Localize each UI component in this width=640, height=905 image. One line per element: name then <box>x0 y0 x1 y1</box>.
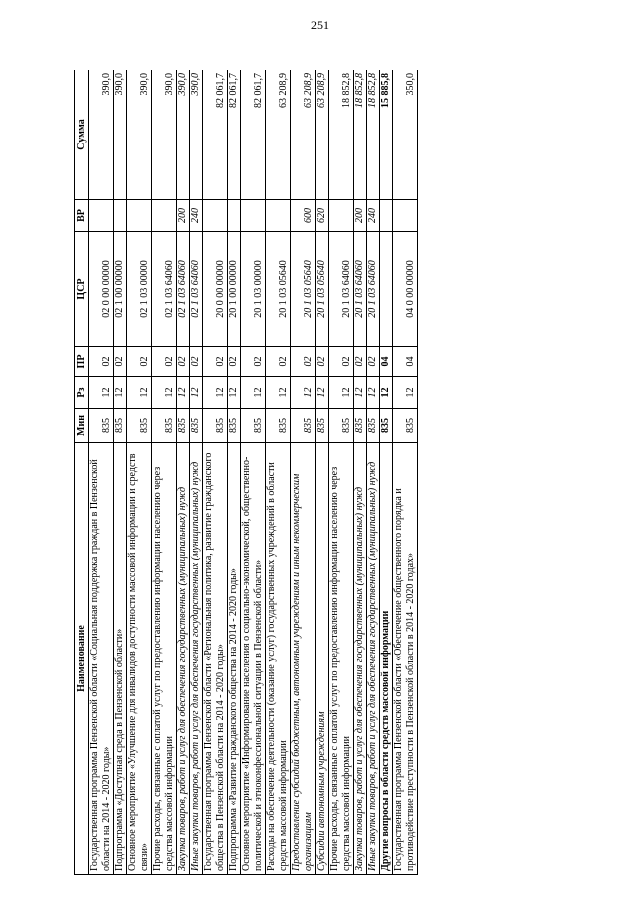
cell-rz: 12 <box>329 377 354 409</box>
cell-pr: 02 <box>291 347 316 377</box>
table-row <box>152 70 177 875</box>
cell-pr: 02 <box>316 347 329 377</box>
table-row <box>241 70 266 875</box>
cell-sum: 390,0 <box>152 70 177 200</box>
cell-name: Основное мероприятие «Улучшение для инвалидов доступности массовой информации и средств связи» <box>127 443 152 875</box>
cell-sum: 390,0 <box>114 70 127 200</box>
cell-sum: 15 885,8 <box>380 70 393 200</box>
rotated-table-area <box>74 70 589 875</box>
table-row <box>127 70 152 875</box>
header-min: Мин <box>75 409 89 443</box>
cell-sum: 63 208,9 <box>291 70 316 200</box>
cell-pr: 02 <box>127 347 152 377</box>
table-row <box>228 70 241 875</box>
cell-csr: 20 1 03 64060 <box>367 232 380 347</box>
cell-sum: 82 061,7 <box>241 70 266 200</box>
cell-rz: 12 <box>228 377 241 409</box>
table-row <box>190 70 203 875</box>
cell-rz: 12 <box>266 377 291 409</box>
budget-table <box>74 70 418 875</box>
cell-pr: 02 <box>329 347 354 377</box>
table-container <box>74 70 589 875</box>
header-vr: ВР <box>75 200 89 232</box>
cell-min: 835 <box>266 409 291 443</box>
cell-name: Иные закупки товаров, работ и услуг для обеспечения государственных (муниципальных) нужд <box>367 443 380 875</box>
cell-vr <box>114 200 127 232</box>
cell-name: Государственная программа Пензенской области «Региональная политика, развитие гражданского общества в Пензенской области на 2014 - 2020 годы» <box>203 443 228 875</box>
cell-rz: 12 <box>190 377 203 409</box>
table-row <box>354 70 367 875</box>
cell-pr: 04 <box>380 347 393 377</box>
table-row <box>380 70 393 875</box>
cell-name: Подпрограмма «Развитие гражданского общества на 2014 - 2020 годы» <box>228 443 241 875</box>
cell-csr: 02 1 03 00000 <box>127 232 152 347</box>
cell-csr: 04 0 00 00000 <box>393 232 418 347</box>
cell-name: Закупка товаров, работ и услуг для обеспечения государственных (муниципальных) нужд <box>354 443 367 875</box>
cell-csr <box>380 232 393 347</box>
cell-vr <box>266 200 291 232</box>
header-sum: Сумма <box>75 70 89 200</box>
cell-sum: 18 852,8 <box>329 70 354 200</box>
cell-csr: 02 0 00 00000 <box>89 232 114 347</box>
cell-csr: 20 0 00 00000 <box>203 232 228 347</box>
cell-name: Иные закупки товаров, работ и услуг для обеспечения государственных (муниципальных) нужд <box>190 443 203 875</box>
cell-min: 835 <box>316 409 329 443</box>
header-pr: ПР <box>75 347 89 377</box>
cell-name: Другие вопросы в области средств массовой информации <box>380 443 393 875</box>
cell-min: 835 <box>367 409 380 443</box>
cell-pr: 02 <box>152 347 177 377</box>
cell-pr: 04 <box>393 347 418 377</box>
cell-min: 835 <box>354 409 367 443</box>
table-header-row <box>75 70 89 875</box>
cell-vr <box>152 200 177 232</box>
cell-sum: 63 208,9 <box>316 70 329 200</box>
cell-min: 835 <box>203 409 228 443</box>
cell-rz: 12 <box>316 377 329 409</box>
cell-rz: 12 <box>127 377 152 409</box>
cell-vr: 200 <box>177 200 190 232</box>
cell-rz: 12 <box>241 377 266 409</box>
cell-vr <box>89 200 114 232</box>
table-row <box>89 70 114 875</box>
cell-sum: 82 061,7 <box>203 70 228 200</box>
cell-rz: 12 <box>89 377 114 409</box>
cell-vr: 240 <box>367 200 380 232</box>
table-row <box>367 70 380 875</box>
table-row <box>177 70 190 875</box>
cell-pr: 02 <box>114 347 127 377</box>
table-row <box>316 70 329 875</box>
cell-min: 835 <box>380 409 393 443</box>
cell-min: 835 <box>291 409 316 443</box>
cell-csr: 20 1 03 64060 <box>329 232 354 347</box>
cell-rz: 12 <box>177 377 190 409</box>
cell-vr: 600 <box>291 200 316 232</box>
cell-rz: 12 <box>114 377 127 409</box>
cell-name: Субсидии автономным учреждениям <box>316 443 329 875</box>
cell-csr: 20 1 03 05640 <box>291 232 316 347</box>
cell-rz: 12 <box>354 377 367 409</box>
table-row <box>393 70 418 875</box>
cell-name: Прочие расходы, связанные с оплатой услуг по предоставлению информации населению через средства массовой информации <box>152 443 177 875</box>
cell-csr: 02 1 03 64060 <box>152 232 177 347</box>
table-body <box>89 70 418 875</box>
cell-sum: 63 208,9 <box>266 70 291 200</box>
cell-sum: 18 852,8 <box>354 70 367 200</box>
cell-csr: 20 1 03 00000 <box>241 232 266 347</box>
header-rz: Рз <box>75 377 89 409</box>
cell-name: Закупка товаров, работ и услуг для обеспечения государственных (муниципальных) нужд <box>177 443 190 875</box>
cell-pr: 02 <box>241 347 266 377</box>
page-number: 251 <box>311 18 329 32</box>
cell-name: Основное мероприятие «Информирование населения о социально-экономической, общественно-политической и этноконфессиональной ситуации в Пензенской области» <box>241 443 266 875</box>
cell-min: 835 <box>127 409 152 443</box>
cell-name: Прочие расходы, связанные с оплатой услуг по предоставлению информации населению через средства массовой информации <box>329 443 354 875</box>
cell-vr <box>127 200 152 232</box>
cell-vr <box>393 200 418 232</box>
cell-sum: 350,0 <box>393 70 418 200</box>
cell-pr: 02 <box>354 347 367 377</box>
cell-vr <box>241 200 266 232</box>
cell-name: Государственная программа Пензенской области «Социальная поддержка граждан в Пензенской области на 2014 - 2020 годы» <box>89 443 114 875</box>
cell-vr <box>380 200 393 232</box>
cell-rz: 12 <box>380 377 393 409</box>
cell-pr: 02 <box>177 347 190 377</box>
cell-vr <box>203 200 228 232</box>
cell-min: 835 <box>228 409 241 443</box>
cell-name: Подпрограмма «Доступная среда в Пензенской области» <box>114 443 127 875</box>
cell-min: 835 <box>190 409 203 443</box>
cell-vr <box>228 200 241 232</box>
cell-rz: 12 <box>393 377 418 409</box>
cell-sum: 390,0 <box>177 70 190 200</box>
cell-min: 835 <box>89 409 114 443</box>
cell-vr: 200 <box>354 200 367 232</box>
table-row <box>203 70 228 875</box>
cell-pr: 02 <box>190 347 203 377</box>
cell-csr: 02 1 00 00000 <box>114 232 127 347</box>
cell-sum: 18 852,8 <box>367 70 380 200</box>
cell-csr: 20 1 03 05640 <box>316 232 329 347</box>
cell-csr: 02 1 03 64060 <box>177 232 190 347</box>
cell-name: Предоставление субсидий бюджетным, автономным учреждениям и иным некоммерческим организациям <box>291 443 316 875</box>
cell-vr: 240 <box>190 200 203 232</box>
cell-min: 835 <box>177 409 190 443</box>
cell-csr: 20 1 00 00000 <box>228 232 241 347</box>
header-name: Наименование <box>75 443 89 875</box>
cell-pr: 02 <box>367 347 380 377</box>
cell-sum: 390,0 <box>190 70 203 200</box>
cell-vr: 620 <box>316 200 329 232</box>
cell-min: 835 <box>241 409 266 443</box>
cell-rz: 12 <box>291 377 316 409</box>
cell-name: Расходы на обеспечение деятельности (оказание услуг) государственных учреждений в области средств массовой информации <box>266 443 291 875</box>
cell-pr: 02 <box>228 347 241 377</box>
header-csr: ЦСР <box>75 232 89 347</box>
table-row <box>329 70 354 875</box>
cell-sum: 390,0 <box>89 70 114 200</box>
cell-pr: 02 <box>203 347 228 377</box>
cell-sum: 390,0 <box>127 70 152 200</box>
table-row <box>291 70 316 875</box>
cell-min: 835 <box>114 409 127 443</box>
cell-name: Государственная программа Пензенской области «Обеспечение общественного порядка и противодействие преступности в Пензенской области в 2014 - 2020 годах» <box>393 443 418 875</box>
cell-min: 835 <box>393 409 418 443</box>
cell-min: 835 <box>152 409 177 443</box>
cell-min: 835 <box>329 409 354 443</box>
cell-pr: 02 <box>89 347 114 377</box>
table-row <box>266 70 291 875</box>
cell-pr: 02 <box>266 347 291 377</box>
cell-csr: 20 1 03 64060 <box>354 232 367 347</box>
table-row <box>114 70 127 875</box>
cell-csr: 02 1 03 64060 <box>190 232 203 347</box>
cell-rz: 12 <box>367 377 380 409</box>
cell-rz: 12 <box>152 377 177 409</box>
cell-rz: 12 <box>203 377 228 409</box>
cell-vr <box>329 200 354 232</box>
cell-sum: 82 061,7 <box>228 70 241 200</box>
cell-csr: 20 1 03 05640 <box>266 232 291 347</box>
